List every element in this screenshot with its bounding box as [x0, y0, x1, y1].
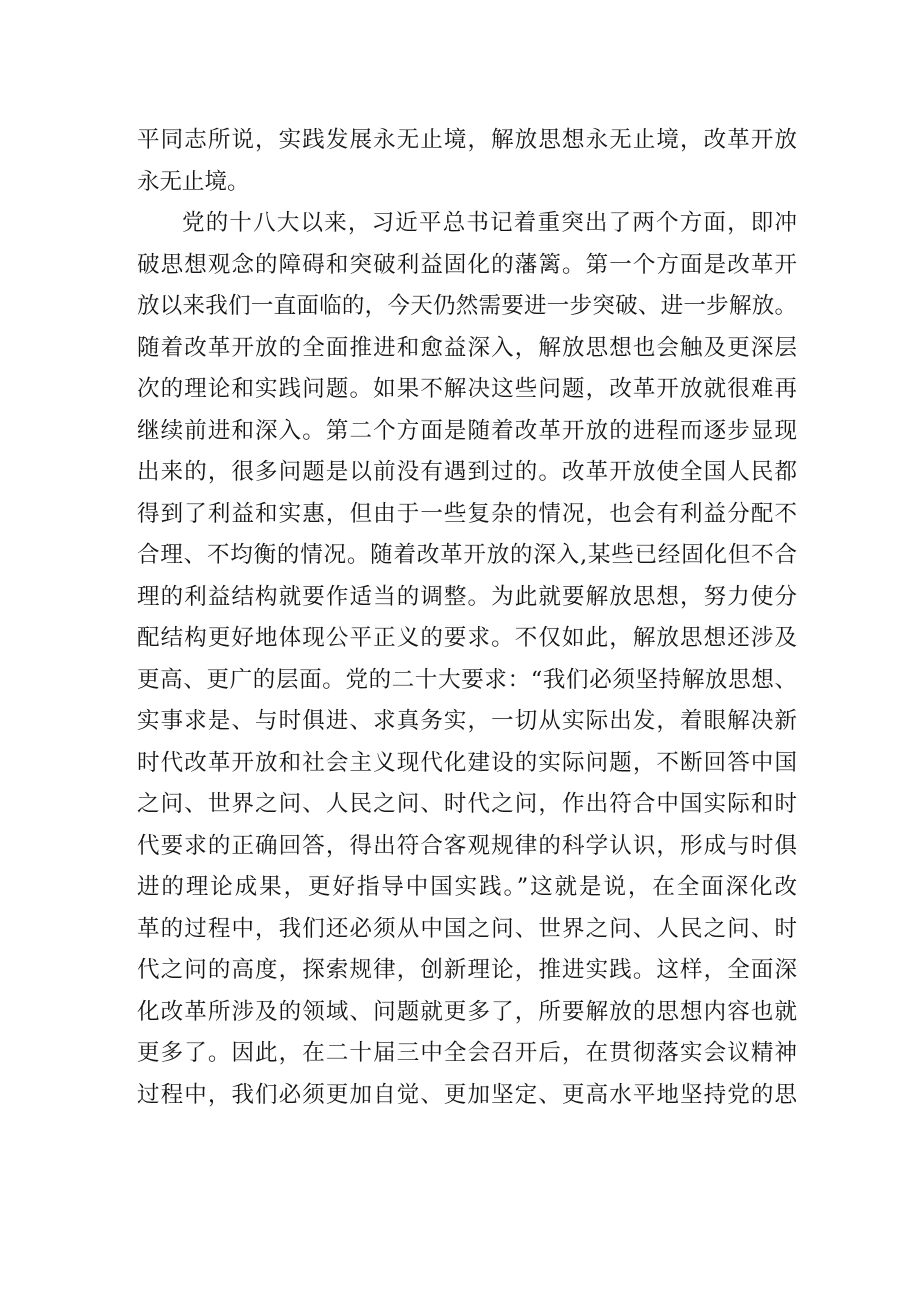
text-line: 进的理论成果，更好指导中国实践。”这就是说，在全面深化改	[137, 874, 797, 900]
text-line: 更多了。因此，在二十届三中全会召开后，在贯彻落实会议精神	[137, 1040, 797, 1066]
text-line: 理的利益结构就要作适当的调整。为此就要解放思想，努力使分	[137, 583, 797, 610]
text-line: 永无止境。	[137, 168, 250, 195]
text-line: 革的过程中，我们还必须从中国之问、世界之问、人民之问、时	[137, 915, 797, 942]
text-line: 之问、世界之问、人民之问、时代之问，作出符合中国实际和时	[137, 791, 797, 817]
text-line: 实事求是、与时俱进、求真务实，一切从实际出发，着眼解决新	[137, 708, 797, 734]
paragraph-first-line: 党的十八大以来，习近平总书记着重突出了两个方面，即冲	[182, 210, 797, 236]
text-line: 合理、不均衡的情况。随着改革开放的深入,某些已经固化但不合	[137, 542, 797, 568]
body-text	[137, 120, 797, 1116]
text-line: 化改革所涉及的领域、问题就更多了，所要解放的思想内容也就	[137, 998, 797, 1025]
text-line: 破思想观念的障碍和突破利益固化的藩篱。第一个方面是改革开	[137, 251, 797, 278]
text-line: 时代改革开放和社会主义现代化建设的实际问题，不断回答中国	[137, 749, 797, 776]
text-line: 出来的，很多问题是以前没有遇到过的。改革开放使全国人民都	[137, 459, 797, 485]
text-line: 平同志所说，实践发展永无止境，解放思想永无止境，改革开放	[137, 127, 797, 153]
text-line: 过程中，我们必须更加自觉、更加坚定、更高水平地坚持党的思	[137, 1081, 797, 1108]
text-line: 代要求的正确回答，得出符合客观规律的科学认识，形成与时俱	[137, 832, 797, 859]
text-line: 得到了利益和实惠，但由于一些复杂的情况，也会有利益分配不	[137, 500, 797, 527]
text-line: 更高、更广的层面。党的二十大要求：“我们必须坚持解放思想、	[137, 666, 797, 693]
text-line: 配结构更好地体现公平正义的要求。不仅如此，解放思想还涉及	[137, 625, 797, 651]
text-line: 放以来我们一直面临的，今天仍然需要进一步突破、进一步解放。	[137, 293, 797, 319]
text-line: 次的理论和实践问题。如果不解决这些问题，改革开放就很难再	[137, 376, 797, 402]
text-line: 代之问的高度，探索规律，创新理论，推进实践。这样，全面深	[137, 957, 797, 983]
text-line: 随着改革开放的全面推进和愈益深入，解放思想也会触及更深层	[137, 334, 797, 361]
text-line: 继续前进和深入。第二个方面是随着改革开放的进程而逐步显现	[137, 417, 797, 444]
